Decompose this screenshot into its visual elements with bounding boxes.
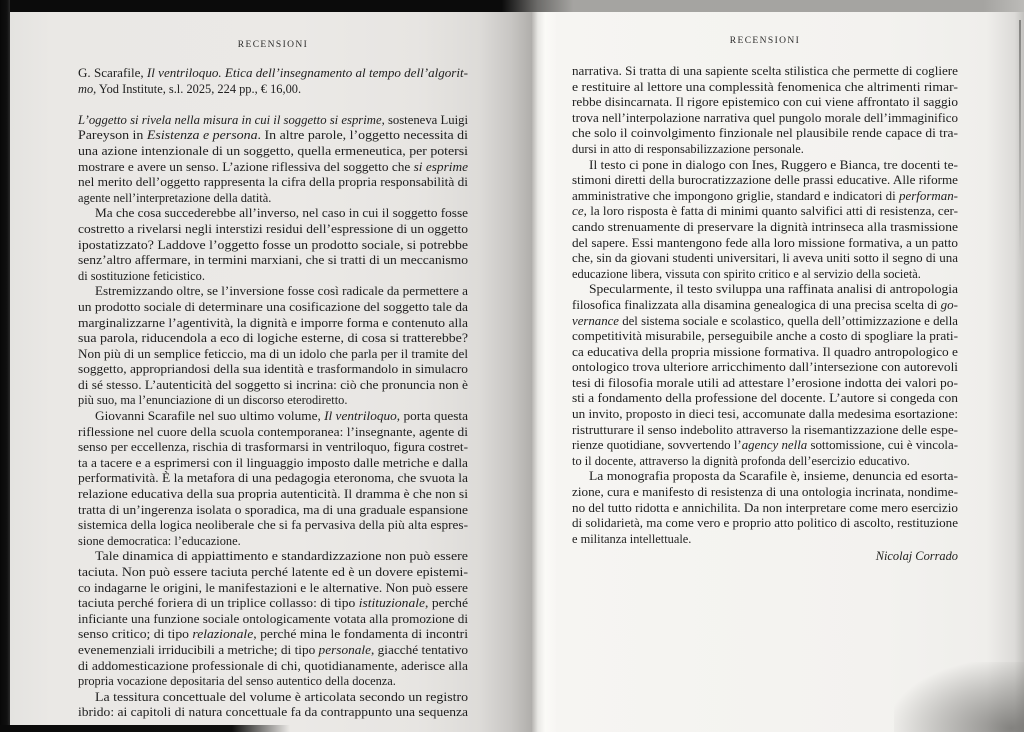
text-line: educazione libera, vissuta con spirito critico e al servizio della società. bbox=[572, 266, 921, 281]
right-page bbox=[556, 10, 1024, 732]
text-line: senso critico; di tipo relazionale, perché mina le fondamenta di incontri bbox=[78, 627, 469, 642]
text-line: Ma che cosa succederebbe all’inverso, nel caso in cui il soggetto fosse bbox=[95, 206, 468, 221]
text-line: competitività misurabile, perseguibile anche a costo di spogliare la prati- bbox=[572, 329, 958, 344]
text-line: performatività. È la metafora di una pedagogia eteronoma, che svuota la bbox=[78, 471, 468, 486]
text-line: relazione educativa della sua propria autenticità. Il dramma è che non si bbox=[78, 487, 468, 502]
text-line: taciuta. Non può essere taciuta perché latente ed è un dovere epistemi- bbox=[78, 565, 468, 579]
page-edge-shadow bbox=[1019, 20, 1021, 260]
text-line: rebbe disincarnata. Il rigore epistemico con cui viene affrontato il saggio bbox=[572, 95, 958, 110]
left-page-body bbox=[78, 66, 468, 721]
text-line: di addomesticazione professionale di chi, quotidianamente, aderisce alla bbox=[78, 658, 468, 673]
text-line: marginalizzarne l’agentività, la dignità e imporre forma e contenuto alla bbox=[78, 315, 468, 330]
text-line: un invito, proposto in dieci tesi, accomunate dalla medesima esortazione: bbox=[572, 407, 958, 422]
right-page-body bbox=[572, 64, 958, 547]
text-line: ontologico trova ulteriore arricchimento dall’intersezione con autorevoli bbox=[572, 360, 958, 375]
text-line: senz’altro affermare, in termini marxiani, che si tratti di un meccanismo bbox=[78, 253, 468, 268]
text-line: trova nell’interpolazione narrativa quel pungolo morale dell’immaginifico bbox=[572, 110, 958, 125]
text-line: e restituire al lettore una complessità fenomenica che altrimenti rimar- bbox=[572, 79, 958, 94]
text-line: stimoni diretti della burocratizzazione delle prassi educative. Alle riforme bbox=[572, 173, 958, 188]
paragraph bbox=[572, 469, 958, 547]
text-line: del sapere. Essi mantengono fede alla loro missione formativa, a un patto bbox=[572, 235, 958, 250]
text-line: ta a tacere e a esprimersi con il linguaggio imposto dalle metriche e dalla bbox=[78, 455, 468, 470]
citation-line: mo, Yod Institute, s.l. 2025, 224 pp., € 16,00. bbox=[78, 81, 302, 96]
left-page-column bbox=[78, 40, 468, 721]
text-line: più suo, ma l’enunciazione di un discorso eterodiretto. bbox=[78, 393, 348, 408]
text-line: Estremizzando oltre, se l’inversione fosse così radicale da permettere a bbox=[95, 284, 468, 299]
text-line: e militanza intellettuale. bbox=[572, 531, 692, 546]
paragraph bbox=[572, 64, 958, 158]
right-page-column bbox=[572, 36, 958, 565]
running-head-left: RECENSIONI bbox=[237, 40, 309, 50]
text-line: La tessitura concettuale del volume è articolata secondo un registro bbox=[95, 689, 468, 704]
text-line: che, sin da giovani studenti universitari, li aveva uniti sotto il segno di una bbox=[572, 251, 958, 266]
text-line: narrativa. Si tratta di una sapiente scelta stilistica che permette di cogliere bbox=[572, 64, 958, 78]
text-line: sti a fondamento della professione del docente. L’autore si congeda con bbox=[572, 391, 958, 406]
paragraph bbox=[78, 549, 468, 689]
scan-bottom-edge bbox=[0, 725, 290, 732]
text-line: tratta di un’ingerenza isolata o sporadica, ma di una graduale espansione bbox=[78, 502, 469, 517]
text-line: Pareyson in Esistenza e persona. In altre parole, l’oggetto necessita di bbox=[78, 128, 468, 143]
text-line: di sostituzione feticistico. bbox=[78, 268, 205, 283]
text-line: ipostatizzato? Laddove l’oggetto fosse un prodotto sociale, si potrebbe bbox=[78, 237, 468, 252]
scan-left-edge bbox=[0, 0, 10, 732]
paragraph bbox=[78, 284, 468, 409]
text-line: ristrutturare il senso indebolito attraverso la risemantizzazione delle espe- bbox=[572, 422, 958, 437]
text-line: Il testo ci pone in dialogo con Ines, Ruggero e Bianca, tre docenti te- bbox=[589, 157, 958, 172]
text-line: La monografia proposta da Scarafile è, insieme, denuncia ed esorta- bbox=[589, 469, 958, 484]
text-line: sistemica della logica neoliberale che si fa pervasiva della più alta espres- bbox=[78, 518, 468, 533]
text-line: dursi in atto di responsabilizzazione personale. bbox=[572, 141, 804, 156]
text-line: senso per eccellenza, rischia di trasformarsi in ventriloquo, figura costret- bbox=[78, 440, 468, 455]
text-line: ibrido: ai capitoli di natura concettuale fa da contrappunto una sequenza bbox=[78, 705, 468, 720]
text-line: vernance del sistema sociale e scolastico, quella dell’ottimizzazione e della bbox=[572, 313, 958, 328]
text-line: tesi di filosofia morale utili ad attestare l’erosione indotta dei valori po- bbox=[572, 375, 958, 390]
scan-corner-shadow bbox=[894, 662, 1024, 732]
text-line: sione democratica: l’educazione. bbox=[78, 533, 241, 548]
text-line: nel merito dell’oggetto rappresenta la cifra della propria responsabilità di bbox=[78, 175, 468, 190]
gutter-highlight bbox=[532, 0, 556, 732]
citation-line: G. Scarafile, Il ventriloquo. Etica dell’insegnamento al tempo dell’algorit- bbox=[78, 66, 469, 80]
text-line: inficiante una funzione sociale ontologicamente votata alla promozione di bbox=[78, 611, 468, 626]
text-line: to il docente, attraverso la dignità profonda dell’esercizio educativo. bbox=[572, 453, 910, 468]
paragraph bbox=[572, 282, 958, 469]
text-line: sua parola, riducendola a eco di logiche esterne, di cosa si tratterebbe? bbox=[78, 331, 468, 346]
citation-gap bbox=[78, 97, 468, 113]
text-line: ce, la loro risposta è fatta di minimi quanto salvifici atti di resistenza, cer- bbox=[572, 204, 958, 219]
text-line: cando strenuamente di preservare la dignità intrinseca alla trasmissione bbox=[572, 219, 958, 234]
text-line: Tale dinamica di appiattimento e standardizzazione non può essere bbox=[95, 549, 468, 564]
paragraph bbox=[78, 113, 468, 207]
paragraph bbox=[572, 158, 958, 283]
text-line: filosofica finalizzata alla disamina genealogica di una precisa scelta di go- bbox=[572, 297, 958, 312]
paragraph bbox=[78, 690, 468, 721]
paragraph bbox=[78, 409, 468, 549]
text-line: L’oggetto si rivela nella misura in cui il soggetto si esprime, sosteneva Luigi bbox=[78, 112, 469, 127]
scan-top-edge bbox=[0, 0, 1024, 12]
citation bbox=[78, 66, 468, 97]
text-line: zione, cura e manifesto di resistenza di una ontologia incrinata, nondime- bbox=[572, 485, 958, 500]
reviewer-signature: Nicolaj Corrado bbox=[875, 549, 958, 564]
text-line: Specularmente, il testo sviluppa una raffinata analisi di antropologia bbox=[589, 282, 958, 297]
text-line: evenemenziali irriducibili a metriche; di tipo personale, giacché tentativo bbox=[78, 642, 468, 657]
text-line: amministrative che impongono griglie, standard e indicatori di performan- bbox=[572, 188, 958, 203]
text-line: co indagarne le origini, le manifestazioni e le alternative. Non può essere bbox=[78, 580, 468, 595]
text-line: soggetto, appropriandosi della sua identità e trasformandolo in simulacro bbox=[78, 362, 469, 377]
text-line: rienze quotidiane, sovvertendo l’agency nella sottomissione, cui è vincola- bbox=[572, 438, 958, 453]
text-line: ca educativa della propria missione formativa. Il quadro antropologico e bbox=[572, 344, 958, 359]
text-line: un prodotto sociale di determinare una cosificazione del soggetto tale da bbox=[78, 299, 469, 314]
text-line: riflessione nel cuore della scuola contemporanea: l’insegnante, agente di bbox=[78, 424, 468, 439]
text-line: no del tutto ridotta e annichilita. Da non interpretare come mero esercizio bbox=[572, 500, 958, 515]
text-line: taciuta perché foriera di un triplice collasso: di tipo istituzionale, perché bbox=[78, 596, 469, 611]
text-line: una azione intenzionale di un soggetto, quella ermeneutica, per potersi bbox=[78, 143, 468, 158]
text-line: di sé stesso. L’autenticità del soggetto si incrina: ciò che pronuncia non è bbox=[78, 377, 469, 392]
text-line: agente nell’interpretazione della datità. bbox=[78, 190, 272, 205]
text-line: Giovanni Scarafile nel suo ultimo volume, Il ventriloquo, porta questa bbox=[95, 409, 468, 424]
text-line: di solidarietà, ma come vero e proprio atto politico di ascolto, restituzione bbox=[572, 516, 958, 531]
text-line: mostrare e avere un senso. L’azione riflessiva del soggetto che si esprime bbox=[78, 159, 468, 174]
paragraph bbox=[78, 206, 468, 284]
text-line: propria vocazione depositaria del senso autentico della docenza. bbox=[78, 674, 396, 689]
running-head-right: RECENSIONI bbox=[729, 36, 801, 46]
text-line: Non più di un semplice feticcio, ma di un idolo che parla per il tramite del bbox=[78, 346, 468, 361]
text-line: che solo il coinvolgimento finzionale nel plausibile rende capace di tra- bbox=[572, 126, 958, 141]
text-line: costretto a rivelarsi negli interstizi residui dell’espressione di un oggetto bbox=[78, 221, 468, 236]
left-page bbox=[10, 12, 532, 732]
